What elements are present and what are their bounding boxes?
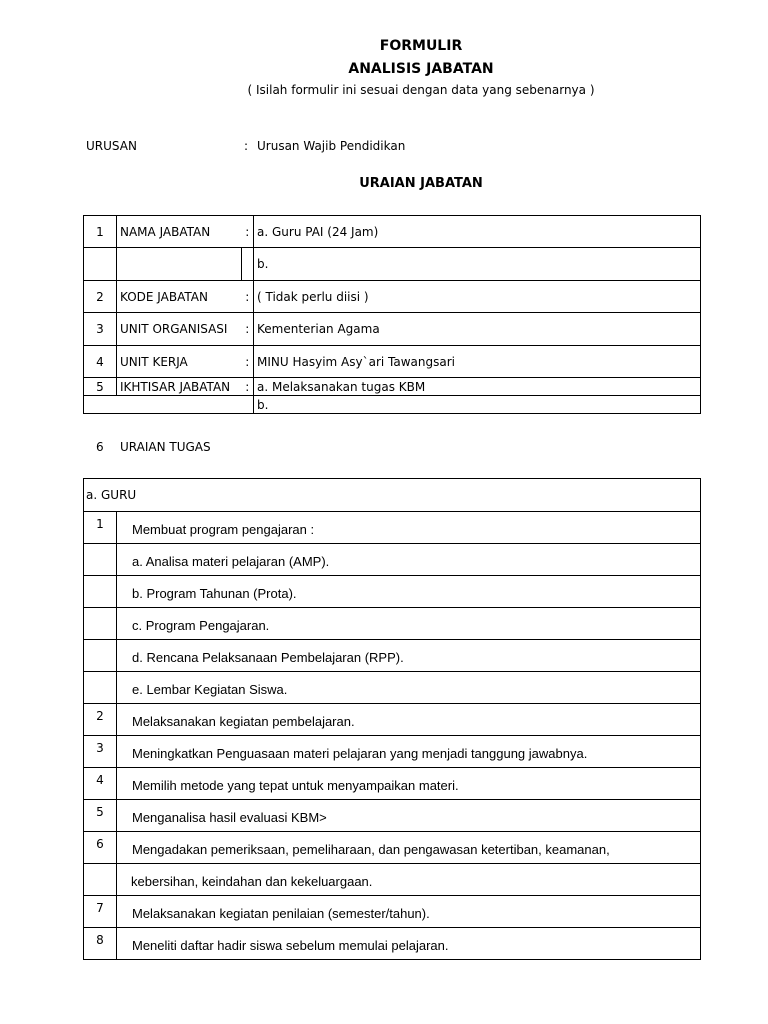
tugas-number: 3: [84, 736, 117, 768]
section-title: URAIAN JABATAN: [359, 176, 483, 191]
info-row-label: KODE JABATAN: [117, 281, 242, 313]
tugas-number: 5: [84, 800, 117, 832]
info-row-value: ( Tidak perlu diisi ): [254, 281, 701, 313]
tugas-number: [84, 672, 117, 704]
tugas-text: c. Program Pengajaran.: [117, 608, 701, 640]
tugas-header: a. GURU: [84, 479, 701, 512]
tugas-row: [84, 512, 701, 544]
tugas-text: d. Rencana Pelaksanaan Pembelajaran (RPP).: [117, 640, 701, 672]
tugas-number: 6: [84, 832, 117, 864]
tugas-number: [84, 864, 117, 896]
info-row-value: b.: [254, 248, 701, 281]
tugas-row: [84, 800, 701, 832]
info-row-number: 1: [84, 216, 117, 248]
form-subtitle-heading: ANALISIS JABATAN: [348, 61, 494, 77]
info-row-label: UNIT ORGANISASI: [117, 313, 242, 346]
info-row-value: a. Melaksanakan tugas KBM: [254, 378, 701, 396]
info-row-label: [117, 248, 242, 281]
info-row-value: b.: [254, 396, 701, 414]
info-row: [84, 346, 701, 378]
tugas-number: 1: [84, 512, 117, 544]
info-row-colon: :: [242, 281, 254, 313]
tugas-row: [84, 864, 701, 896]
info-row-colon: :: [242, 346, 254, 378]
tugas-text: Meningkatkan Penguasaan materi pelajaran yang menjadi tanggung jawabnya.: [117, 736, 701, 768]
tugas-row: [84, 768, 701, 800]
tugas-row: [84, 672, 701, 704]
tugas-number: 7: [84, 896, 117, 928]
tugas-number: [84, 576, 117, 608]
urusan-value: Urusan Wajib Pendidikan: [257, 139, 406, 153]
tugas-row: [84, 832, 701, 864]
info-row-colon: [242, 396, 254, 414]
tugas-text: Memilih metode yang tepat untuk menyampaikan materi.: [117, 768, 701, 800]
tugas-number: 4: [84, 768, 117, 800]
info-row-label: UNIT KERJA: [117, 346, 242, 378]
tugas-text: Meneliti daftar hadir siswa sebelum memulai pelajaran.: [117, 928, 701, 960]
tugas-text: Melaksanakan kegiatan pembelajaran.: [117, 704, 701, 736]
tugas-text: Menganalisa hasil evaluasi KBM>: [117, 800, 701, 832]
urusan-colon: :: [244, 139, 249, 153]
form-instruction: ( Isilah formulir ini sesuai dengan data yang sebenarnya ): [247, 83, 595, 97]
tugas-row: [84, 544, 701, 576]
info-row-number: [84, 396, 242, 414]
info-row-number: 5: [84, 378, 117, 396]
info-row-label: NAMA JABATAN: [117, 216, 242, 248]
info-row-number: 2: [84, 281, 117, 313]
tugas-number: [84, 544, 117, 576]
info-row-label: IKHTISAR JABATAN: [117, 378, 242, 396]
tugas-row: [84, 896, 701, 928]
uraian-tugas-label: URAIAN TUGAS: [120, 440, 211, 454]
info-row-value: Kementerian Agama: [254, 313, 701, 346]
info-row-number: 4: [84, 346, 117, 378]
info-row-value: a. Guru PAI (24 Jam): [254, 216, 701, 248]
tugas-number: [84, 608, 117, 640]
info-row-number: 3: [84, 313, 117, 346]
tugas-text: a. Analisa materi pelajaran (AMP).: [117, 544, 701, 576]
info-row-colon: :: [242, 313, 254, 346]
tugas-row: [84, 640, 701, 672]
form-title: FORMULIR: [379, 38, 463, 54]
info-row-value: MINU Hasyim Asy`ari Tawangsari: [254, 346, 701, 378]
info-row: [84, 281, 701, 313]
tugas-text: Melaksanakan kegiatan penilaian (semester/tahun).: [117, 896, 701, 928]
info-row: [84, 248, 701, 281]
tugas-row: [84, 704, 701, 736]
tugas-text: b. Program Tahunan (Prota).: [117, 576, 701, 608]
info-row: [84, 378, 701, 396]
info-row-colon: :: [242, 378, 254, 396]
tugas-row: [84, 608, 701, 640]
tugas-header-row: [84, 479, 701, 512]
tugas-row: [84, 736, 701, 768]
tugas-row: [84, 576, 701, 608]
tugas-text: Mengadakan pemeriksaan, pemeliharaan, dan pengawasan ketertiban, keamanan,: [117, 832, 701, 864]
tugas-row: [84, 928, 701, 960]
info-row: [84, 396, 701, 414]
info-row-number: [84, 248, 117, 281]
tugas-number: 2: [84, 704, 117, 736]
info-row: [84, 313, 701, 346]
tugas-number: 8: [84, 928, 117, 960]
uraian-tugas-table: [83, 478, 701, 960]
info-row-colon: :: [242, 216, 254, 248]
urusan-label: URUSAN: [86, 139, 137, 153]
uraian-tugas-number: 6: [96, 440, 104, 454]
info-row-colon: [242, 248, 254, 281]
uraian-jabatan-table: [83, 215, 701, 414]
tugas-number: [84, 640, 117, 672]
info-row: [84, 216, 701, 248]
tugas-text: kebersihan, keindahan dan kekeluargaan.: [117, 864, 701, 896]
tugas-text: e. Lembar Kegiatan Siswa.: [117, 672, 701, 704]
tugas-text: Membuat program pengajaran :: [117, 512, 701, 544]
